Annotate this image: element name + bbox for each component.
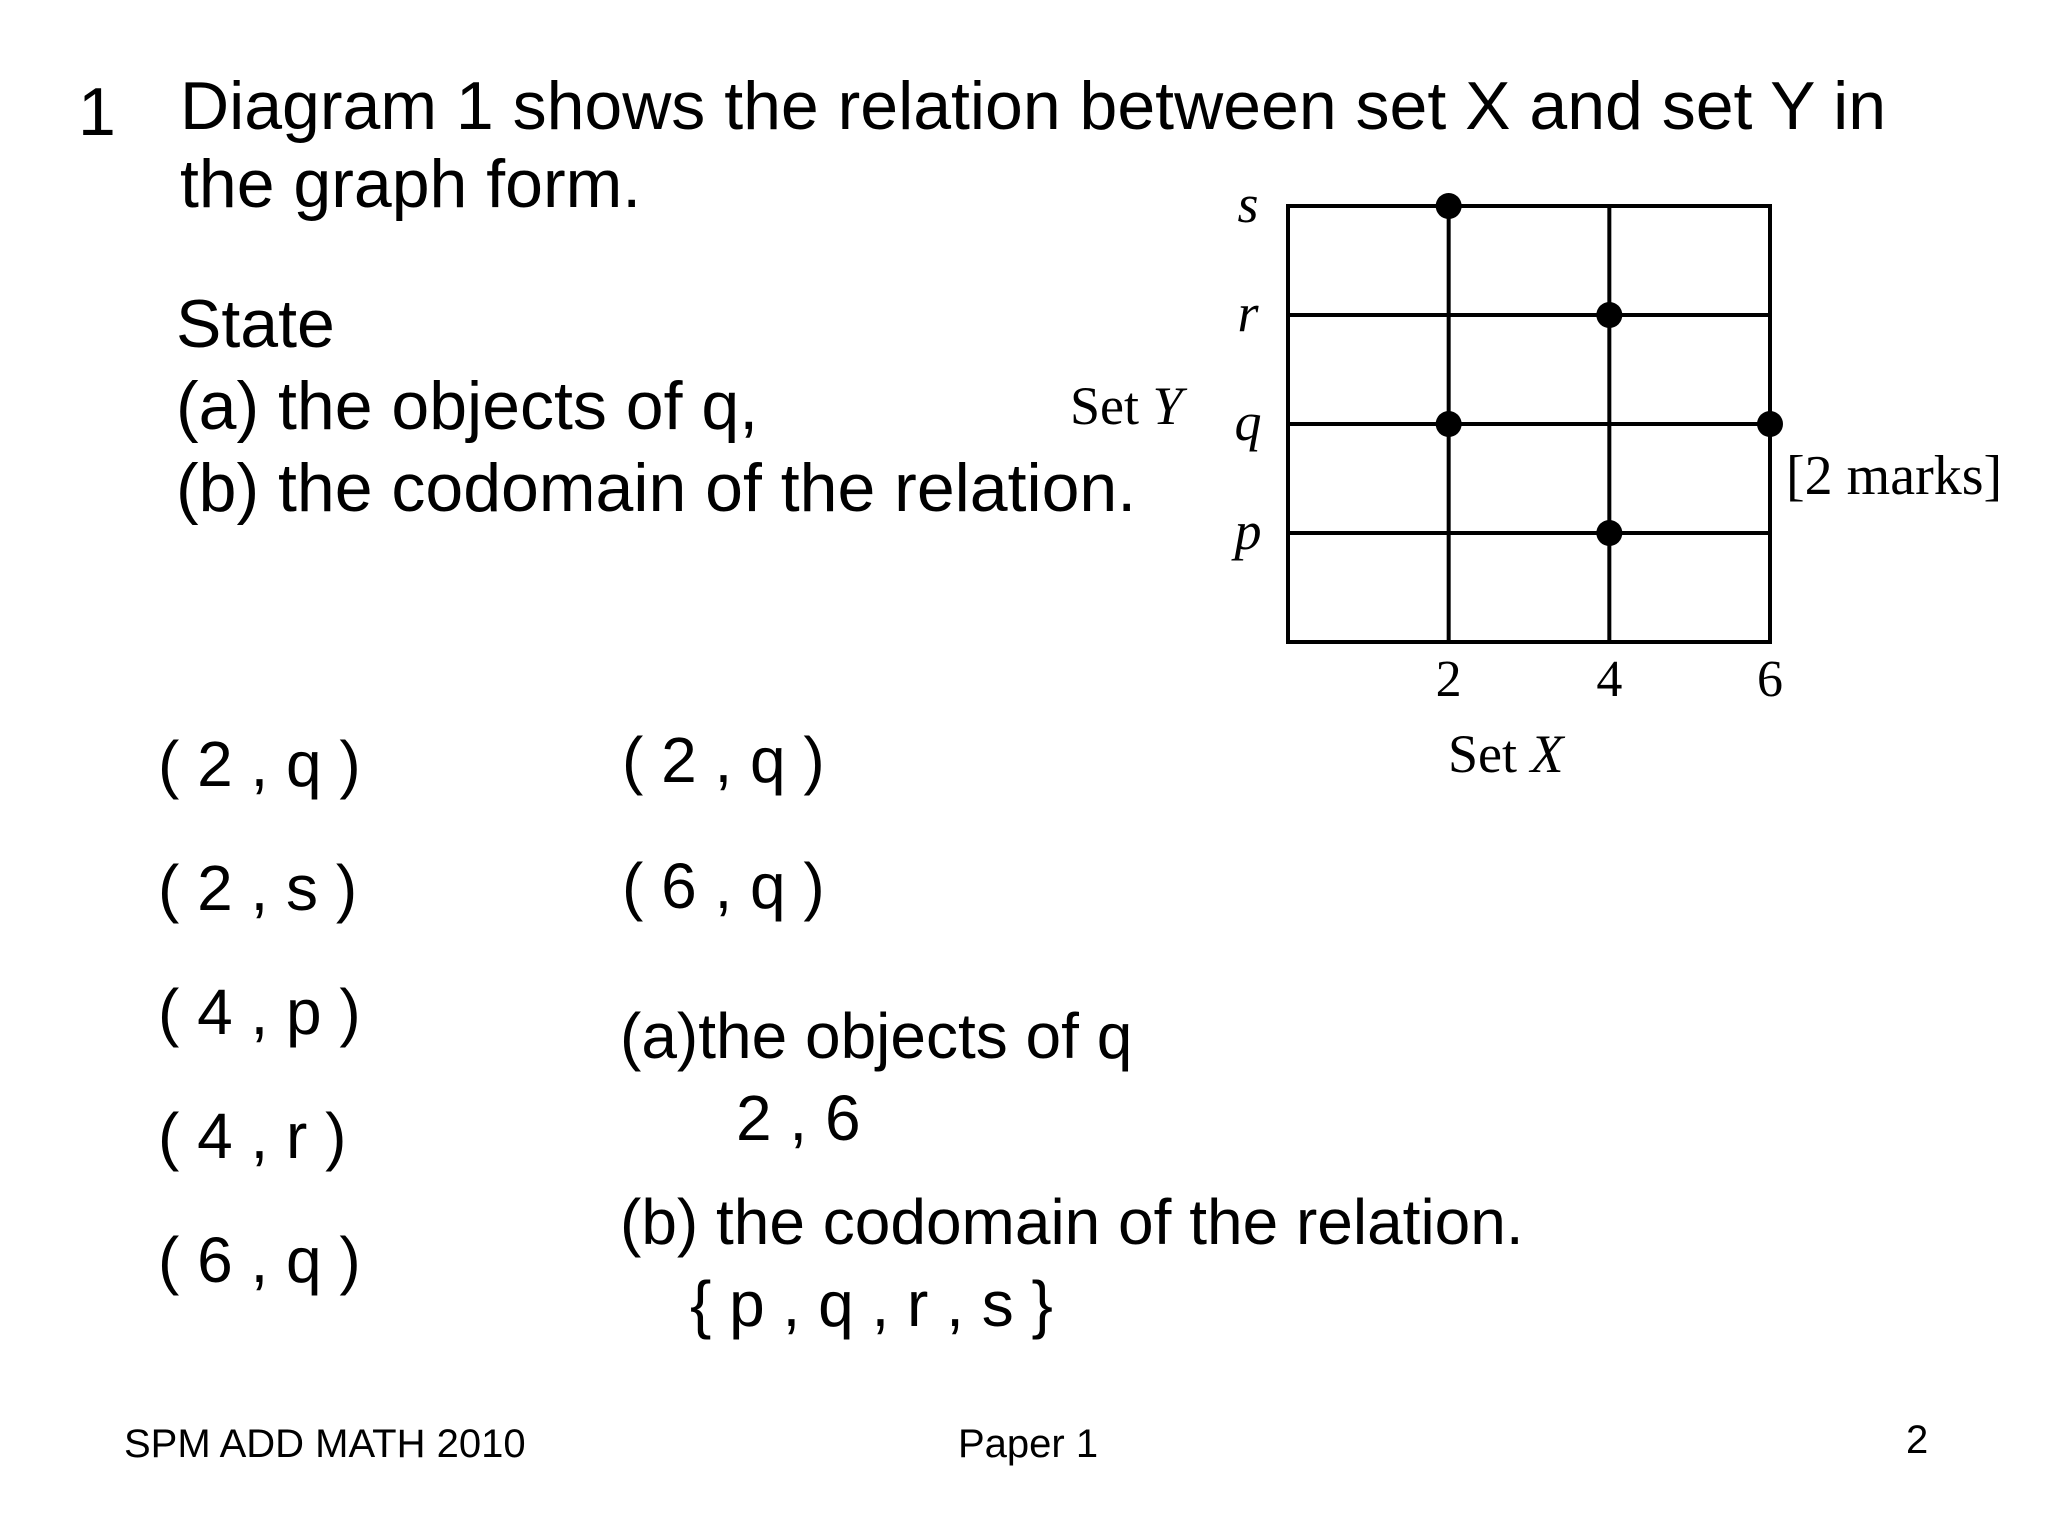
y-tick-label: p: [1234, 501, 1262, 561]
y-tick-label: s: [1237, 174, 1259, 234]
question-text-line1: Diagram 1 shows the relation between set X and set Y in: [180, 68, 1887, 144]
footer-center: Paper 1: [958, 1422, 1099, 1466]
data-point: [1436, 193, 1462, 219]
y-tick-label: r: [1237, 283, 1259, 343]
ordered-pair: ( 6 , q ): [158, 1224, 361, 1296]
y-axis-title: Set Y: [1070, 376, 1183, 436]
answer-a-value: 2 , 6: [736, 1082, 861, 1154]
part-b-text: (b) the codomain of the relation.: [176, 450, 1137, 526]
x-tick-label: 2: [1435, 651, 1462, 708]
page-number: 2: [1906, 1418, 1929, 1462]
x-tick-label: 4: [1596, 651, 1623, 708]
state-label: State: [176, 286, 335, 362]
q-pair: ( 6 , q ): [622, 850, 825, 922]
marks-label: [2 marks]: [1786, 445, 2003, 507]
data-point: [1436, 411, 1462, 437]
x-tick-label: 6: [1757, 651, 1783, 708]
x-axis-title: Set X: [1448, 724, 1564, 784]
ordered-pair: ( 4 , p ): [158, 976, 361, 1048]
q-pair: ( 2 , q ): [622, 724, 825, 796]
data-point: [1596, 520, 1622, 546]
answer-b-label: (b) the codomain of the relation.: [620, 1186, 1524, 1258]
answer-a-label: (a)the objects of q: [620, 1000, 1133, 1072]
data-point: [1757, 411, 1783, 437]
answer-b-value: { p , q , r , s }: [690, 1268, 1053, 1340]
footer-left: SPM ADD MATH 2010: [124, 1422, 526, 1466]
y-tick-label: q: [1234, 392, 1262, 452]
ordered-pair: ( 2 , s ): [158, 852, 358, 924]
ordered-pair: ( 2 , q ): [158, 728, 361, 800]
question-number: 1: [78, 74, 116, 150]
question-text-line2: the graph form.: [180, 146, 642, 222]
ordered-pair: ( 4 , r ): [158, 1100, 347, 1172]
part-a-text: (a) the objects of q,: [176, 368, 759, 444]
data-point: [1596, 302, 1622, 328]
